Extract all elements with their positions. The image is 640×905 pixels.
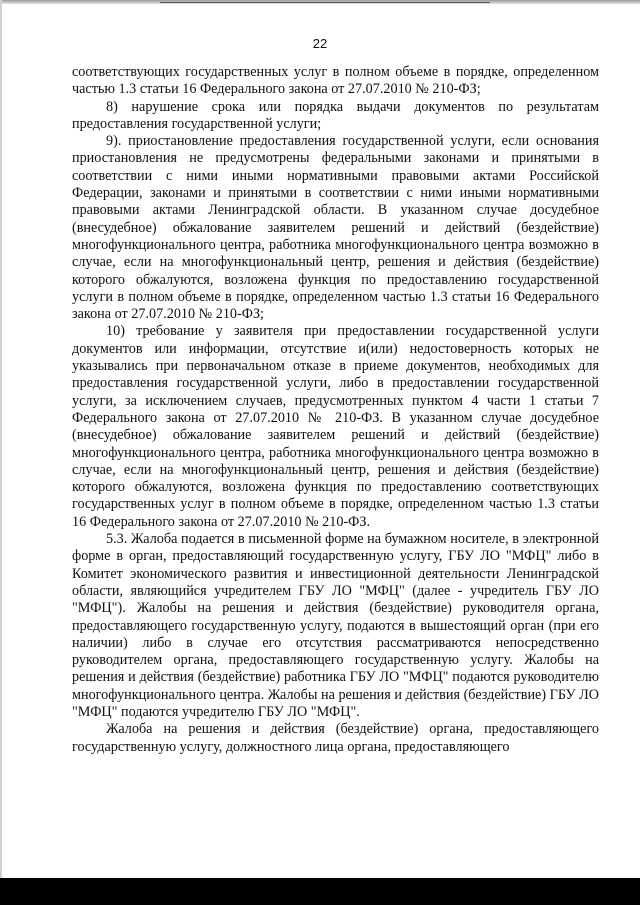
paragraph-5-3: 5.3. Жалоба подается в письменной форме на бумажном носителе, в электронной форме в орган, предоставляющий государственную услугу, ГБУ ЛО "МФЦ" либо в Комитет экономического развития и инвестиционной деятельности Ленинградской области, являющийся учредителем ГБУ ЛО "МФЦ" (далее - учредитель ГБУ ЛО "МФЦ"). Жалобы на решения и действия (бездействие) руководителя органа, предоставляющего государственную услугу, подаются в вышестоящий орган (при его наличии) либо в случае его отсутствия рассматриваются непосредственно руководителем органа, предоставляющего государственную услугу. Жалобы на решения и действия (бездействие) работника ГБУ ЛО "МФЦ" подаются руководителю многофункционального центра. Жалобы на решения и действия (бездействие) ГБУ ЛО "МФЦ" подаются учредителю ГБУ ЛО "МФЦ". (72, 531, 599, 720)
paragraph-continued: соответствующих государственных услуг в полном объеме в порядке, определенном частью 1.3 статьи 16 Федерального закона от 27.07.2010 № 210-ФЗ; (72, 64, 599, 98)
paragraph-item-10: 10) требование у заявителя при предоставлении государственной услуги документов или информации, отсутствие и(или) недостоверность которых не указывались при первоначальном отказе в приеме документов, необходимых для предоставления государственной услуги, либо в предоставлении государственной услуги, за исключением случаев, предусмотренных пунктом 4 части 1 статьи 7 Федерального закона от 27.07.2010 № 210-ФЗ. В указанном случае досудебное (внесудебное) обжалование заявителем решений и действий (бездействие) многофункционального центра, работника многофункционального центра возможно в случае, если на многофункциональный центр, решения и действия (бездействие) которого обжалуются, возложена функция по предоставлению соответствующих государственных услуг в полном объеме в порядке, определенном частью 1.3 статьи 16 Федерального закона от 27.07.2010 № 210-ФЗ. (72, 323, 599, 530)
page-number: 22 (312, 36, 328, 51)
paragraph-complaint: Жалоба на решения и действия (бездействие) органа, предоставляющего государственную услугу, должностного лица органа, предоставляющего (72, 721, 599, 755)
scan-left-edge (0, 0, 2, 905)
paragraph-item-9: 9). приостановление предоставления государственной услуги, если основания приостановления не предусмотрены федеральными законами и принятыми в соответствии с ними иными нормативными правовыми актами Российской Федерации, законами и принятыми в соответствии с ними иными нормативными правовыми актами Ленинградской области. В указанном случае досудебное (внесудебное) обжалование заявителем решений и действий (бездействие) многофункционального центра, работника многофункционального центра возможно в случае, если на многофункциональный центр, решения и действия (бездействие) которого обжалуются, возложена функция по предоставлению государственной услуги в полном объеме в порядке, определенном частью 1.3 статьи 16 Федерального закона от 27.07.2010 № 210-ФЗ; (72, 133, 599, 323)
paragraph-item-8: 8) нарушение срока или порядка выдачи документов по результатам предоставления государственной услуги; (72, 98, 599, 132)
scan-bottom-edge (0, 878, 640, 905)
scan-top-line (160, 2, 490, 3)
document-body (72, 64, 599, 756)
